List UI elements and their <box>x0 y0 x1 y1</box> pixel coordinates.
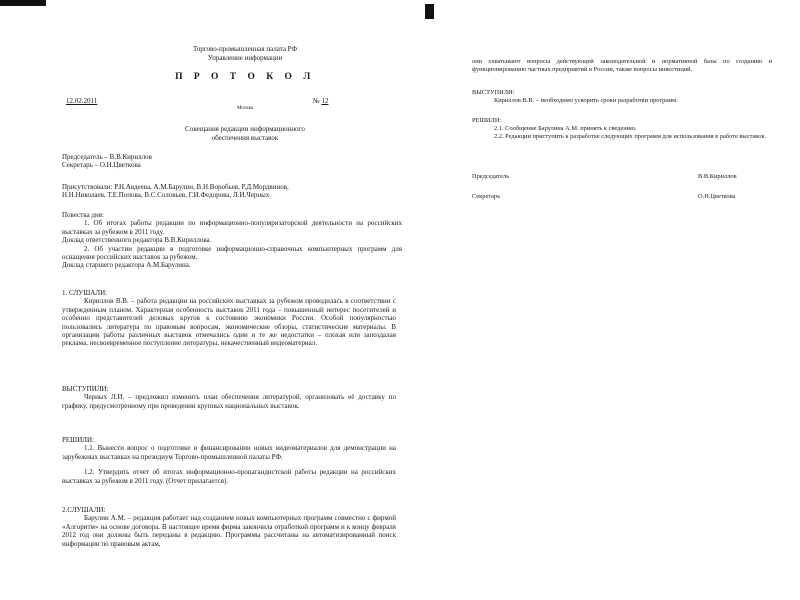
chair-signature-label: Председатель <box>472 173 510 180</box>
agenda-item: Доклад старшего редактора А.М.Барулина. <box>62 261 191 270</box>
heard-text: Барулин А.М. – редакция работает над созданием новых компьютерных программ совместно с фирмой «Алгоритм» на основе договора. В настоящее время фирма закончила отработкой программ и к концу февраля 2012 год они должны быть переданы в редакцию. Программы рассчитаны на автоматизированный поиск информации по правовым актам, <box>62 514 396 548</box>
spoke-heading: ВЫСТУПИЛИ: <box>62 385 109 393</box>
secretary-signature-label: Секретарь <box>472 193 501 200</box>
section1-spoke <box>62 385 396 410</box>
agenda-heading: Повестка дня: <box>62 211 104 219</box>
section1-decided <box>62 436 396 485</box>
spoke-heading: ВЫСТУПИЛИ: <box>472 89 515 96</box>
section2-heard <box>62 506 396 548</box>
agenda-item: 2. Об участии редакции в подготовке информационно-справочных компьютерных программ для оснащения российских выставок за рубежом. <box>62 244 402 262</box>
attendees <box>62 183 407 200</box>
decided-heading: РЕШИЛИ: <box>472 117 502 124</box>
chair-signature-name: В.В.Кириллов <box>698 173 737 180</box>
right-page <box>420 0 800 600</box>
heard-heading: 2.СЛУШАЛИ: <box>62 506 106 514</box>
decided-item: 1.2. Утвердить отчет об итогах информационно-пропагандистской работы редакции на российских выставках за рубежом в 2011 году. (Отчет прилагается). <box>62 468 396 485</box>
officials <box>62 153 402 170</box>
section1-heard <box>62 289 396 348</box>
attendees-line: Н.Н.Николаев, Т.Е.Попова, В.С.Соловьев, Г.И.Федорова, Л.И.Черных <box>62 191 270 200</box>
protocol-city: Москва <box>236 106 254 111</box>
secretary-line: Секретарь – О.Н.Цветкова <box>62 161 141 170</box>
protocol-number <box>313 97 328 105</box>
number-prefix: № <box>313 97 320 105</box>
chamber-name: Торгово-промышленная палата РФ <box>193 45 297 53</box>
heard-text: Кириллов В.В. – работа редакции на российских выставках за рубежом проводилась в соответствии с утвержденным планом. Характерная особенность выставок 2011 года – повышенный интерес посетителей и особенно представителей деловых кругов к состоянию экономики России. Особой популярностью пользовались литература по правовым вопросам, экономические обзоры, статистические материалы. В организации работы различных выставок отмечались одни и те же недостатки – плохая или запоздалая реклама, несвоевременное поступление литературы, некачественный видеоматериал. <box>62 297 396 348</box>
department-name: Управление информации <box>207 54 283 62</box>
continuation-text: они охватывают вопросы действующей законодательной и нормативной базы по созданию и функционированию частных предприятий в России, также вопросы инвестиций. <box>472 58 772 73</box>
section2-spoke <box>472 89 772 105</box>
heard-heading: 1. СЛУШАЛИ: <box>62 289 108 297</box>
decided-item: 2.2. Редакции приступить к разработке следующих программ для использования в работе выставок. <box>494 132 767 140</box>
secretary-signature-name: О.Н.Цветкова <box>698 193 736 200</box>
chair-line: Председатель – В.В.Кириллов <box>62 153 152 161</box>
decided-item: 1.1. Вынести вопрос о подготовке и финансировании новых видеоматериалов для демонстрации на зарубежных выставках на президиум Торгово-промышленной палаты РФ. <box>62 444 396 461</box>
decided-item: 2.1. Сообщение Барулина А.М. принять к сведению. <box>494 124 637 132</box>
section2-decided <box>472 117 772 140</box>
scan-mark <box>0 0 46 6</box>
meeting-title-line1: Совещания редакции информационного <box>185 125 305 133</box>
spoke-text: Черных Л.И. – предложил изменить план обеспечения литературой, организовать её доставку по графику, предусмотренному при проведении крупных национальных выставок. <box>62 393 396 410</box>
decided-heading: РЕШИЛИ: <box>62 436 95 444</box>
agenda <box>62 211 402 270</box>
document-title: П Р О Т О К О Л <box>175 72 315 82</box>
scan-mark <box>425 4 434 19</box>
meeting-title-line2: обеспечения выставок <box>211 134 279 142</box>
protocol-date: 12.02.2011 <box>66 97 98 105</box>
number-value: 12 <box>321 97 329 105</box>
attendees-line: Присутствовали: Р.Н.Авдеева, А.М.Барулин, В.Н.Воробьев, Р.Д.Мордвинов, <box>62 183 289 191</box>
spoke-text: Кириллов В.В. – необходимо ускорить сроки разработки программ. <box>494 96 678 104</box>
agenda-item: Доклад ответственного редактора В.В.Кириллова. <box>62 236 212 245</box>
agenda-item: 1. Об итогах работы редакции по информационно-популяризаторской деятельности на российских выставках за рубежом в 2011 году. <box>62 219 402 236</box>
